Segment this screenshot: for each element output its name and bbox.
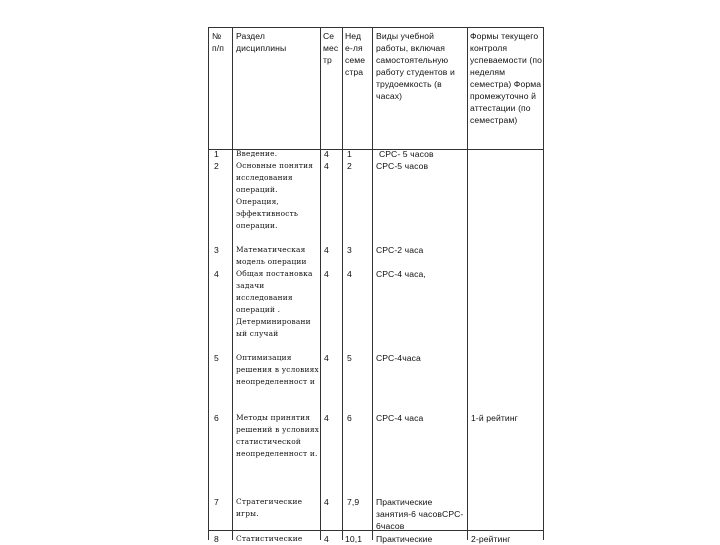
row-number: 2 <box>214 161 219 171</box>
row-work: СРС-4 часа, <box>376 269 426 279</box>
table-border-top <box>208 27 544 28</box>
row-work: Практические занятия-6 часовСРС- 6часов <box>376 497 464 531</box>
row-section: Общая постановка задачи исследования операций . Детерминировани ый случай <box>236 269 313 339</box>
row-section: Математическая модель операции <box>236 245 307 267</box>
row-semester: 4 <box>324 269 329 279</box>
row-work: СРС-5 часов <box>376 161 429 171</box>
column-divider <box>320 27 321 540</box>
row-semester: 4 <box>324 353 329 363</box>
row-week: 2 <box>347 161 352 171</box>
row-section: Введение. <box>236 149 278 158</box>
header-semester: Се мес тр <box>323 31 339 65</box>
header-week: Нед е-ля семе стра <box>345 31 366 77</box>
header-work-types: Виды учебной работы, включая самостоятельную работу студентов и трудоемкость (в часах) <box>376 31 455 101</box>
row-week: 3 <box>347 245 352 255</box>
row-work: Практические <box>376 534 433 544</box>
row-work: СРС-2 часа <box>376 245 424 255</box>
row-section: Оптимизация решения в условиях неопределенност и <box>236 353 319 387</box>
row-number: 1 <box>214 149 219 159</box>
row-control: 1-й рейтинг <box>471 413 518 423</box>
column-divider <box>232 27 233 540</box>
row-semester: 4 <box>324 149 329 159</box>
row-semester: 4 <box>324 497 329 507</box>
row-week: 6 <box>347 413 352 423</box>
row-week: 7,9 <box>347 497 360 507</box>
row-number: 4 <box>214 269 219 279</box>
column-divider <box>372 27 373 540</box>
row-semester: 4 <box>324 534 329 544</box>
row-semester: 4 <box>324 161 329 171</box>
row-semester: 4 <box>324 413 329 423</box>
row-work: СРС- 5 часов <box>379 149 434 159</box>
table-border-left <box>208 27 209 540</box>
row-number: 8 <box>214 534 219 544</box>
row-week: 1 <box>347 149 352 159</box>
header-section: Раздел дисциплины <box>236 31 287 53</box>
column-divider <box>342 27 343 540</box>
header-number: № п/п <box>212 31 224 53</box>
row-work: СРС-4часа <box>376 353 421 363</box>
row-number: 5 <box>214 353 219 363</box>
row-section: Основные понятия исследования операций. Операция, эффективность операции. <box>236 161 314 231</box>
row-week: 4 <box>347 269 352 279</box>
row-section: Статистические <box>236 534 303 543</box>
row-number: 7 <box>214 497 219 507</box>
header-control-forms: Формы текущего контроля успеваемости (по неделям семестра) Форма промежуточно й аттестации (по семестрам) <box>470 31 542 125</box>
row-work: СРС-4 часа <box>376 413 424 423</box>
row-week: 10,1 <box>345 534 363 544</box>
row-section: Методы принятия решений в условиях статистической неопределенност и. <box>236 413 320 459</box>
row-week: 5 <box>347 353 352 363</box>
column-divider <box>467 27 468 540</box>
row-control: 2-рейтинг <box>471 534 511 544</box>
row-number: 6 <box>214 413 219 423</box>
row-number: 3 <box>214 245 219 255</box>
row-semester: 4 <box>324 245 329 255</box>
row-section: Стратегические игры. <box>236 497 303 519</box>
